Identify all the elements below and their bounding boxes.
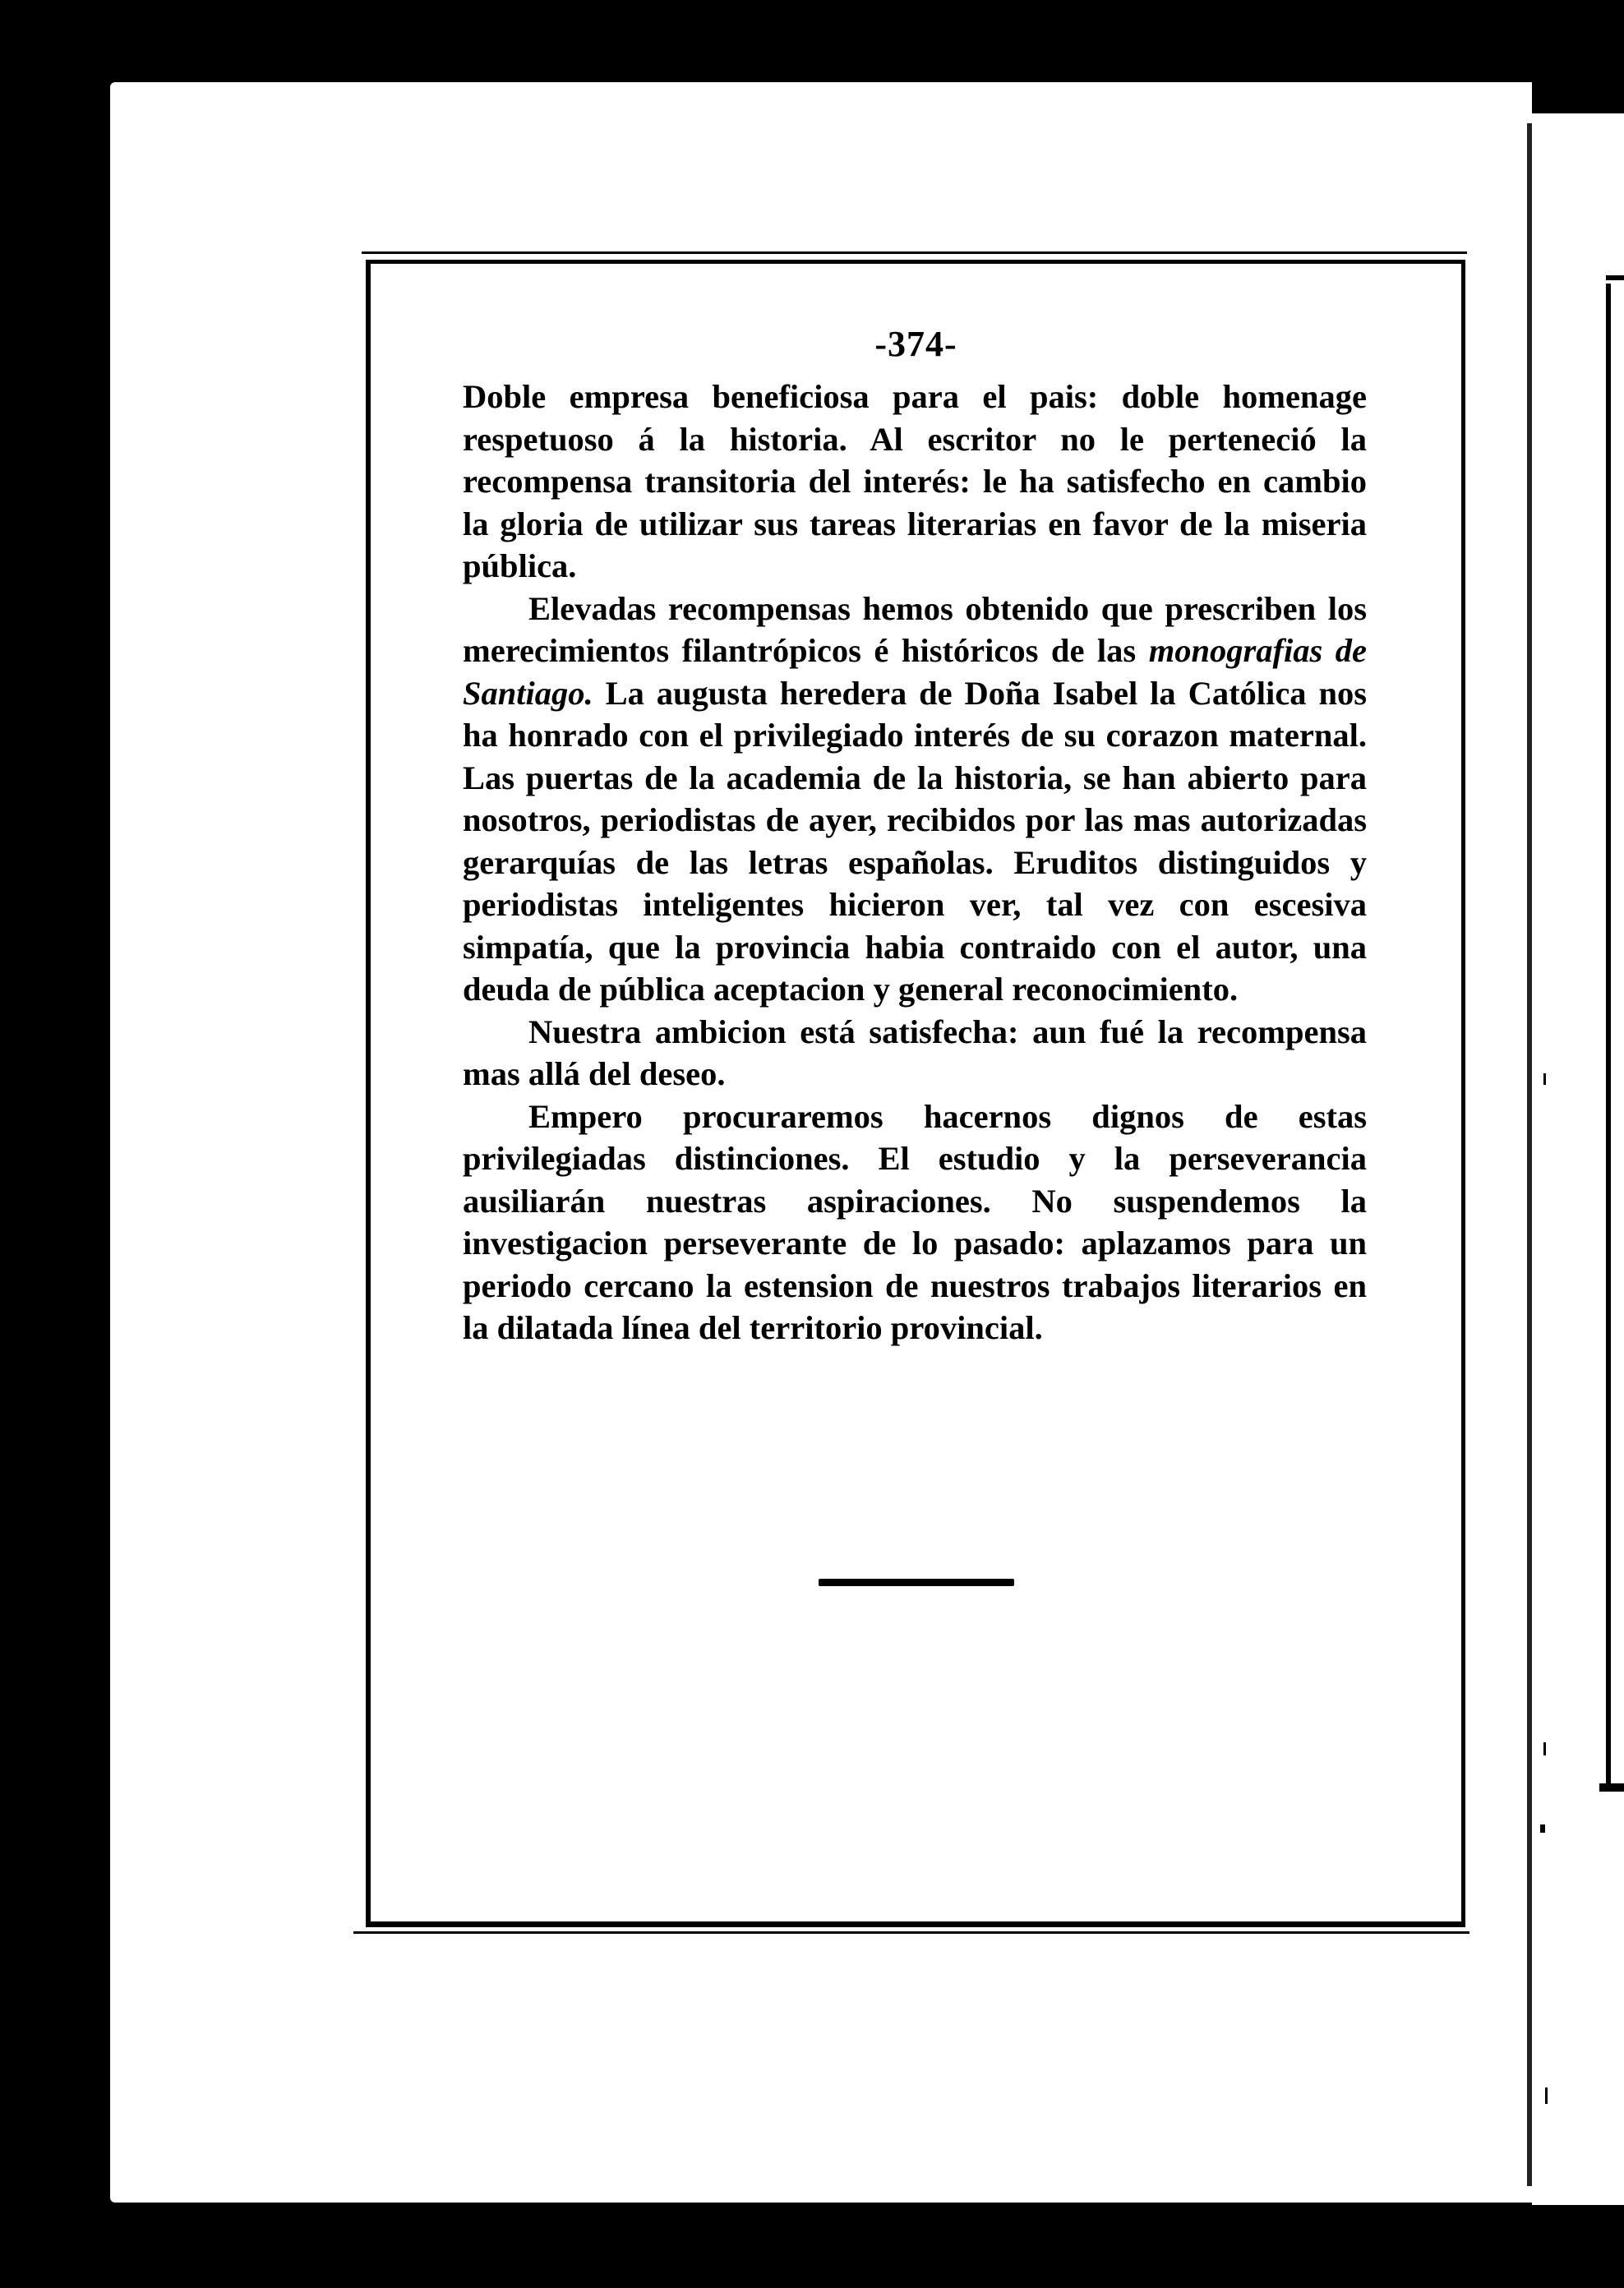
page-number: -374- [874, 324, 957, 364]
paragraph-text: Doble empresa beneficiosa para el pais: doble homenage respetuoso á la historia. Al escritor no le perteneció la recompensa transitoria del interés: le ha satisfecho en cambio la gloria de utilizar sus tareas literarias en favor de la miseria pública. [463, 378, 1367, 584]
end-ornament-rule [819, 1579, 1014, 1586]
margin-speck [1545, 2087, 1548, 2104]
adjacent-frame-bottom [1599, 1783, 1624, 1792]
adjacent-frame-rule [1606, 284, 1611, 1788]
paragraph-text: Elevadas recompensas hemos obtenido que prescriben los merecimientos filantrópicos é históricos de las [463, 589, 1367, 669]
paragraph [463, 1011, 1367, 1096]
paragraph-text: Nuestra ambicion está satisfecha: aun fué la recompensa mas allá del deseo. [463, 1013, 1367, 1092]
paragraph [463, 376, 1367, 588]
paragraph-text: Empero procuraremos hacernos dignos de estas privilegiadas distinciones. El estudio y la perseverancia ausiliarán nuestras aspiraciones. No suspendemos la investigacion perseverante de lo pasado: aplazamos para un periodo cercano la estension de nuestros trabajos literarios en la dilatada línea del territorio provincial. [463, 1097, 1367, 1346]
margin-speck [1540, 1824, 1545, 1833]
frame-top-rule [362, 251, 1467, 254]
body-text [463, 376, 1367, 1349]
book-page [110, 82, 1532, 2203]
italic-title: monografias de Santiago. [463, 632, 1367, 712]
margin-speck [1543, 1742, 1546, 1755]
paragraph [463, 1096, 1367, 1349]
frame-bottom-rule [353, 1931, 1469, 1934]
page-frame [366, 260, 1465, 1927]
paragraph [463, 588, 1367, 1011]
margin-speck [1543, 1073, 1546, 1085]
paragraph-text: La augusta heredera de Doña Isabel la Católica nos ha honrado con el privilegiado interés de su corazon maternal. Las puertas de la academia de la historia, se han abierto para nosotros, periodistas de ayer, recibidos por las mas autorizadas gerarquías de las letras españolas. Eruditos distinguidos y periodistas inteligentes hicieron ver, tal vez con escesiva simpatía, que la provincia habia contraido con el autor, una deuda de pública aceptacion y general reconocimiento. [463, 674, 1367, 1008]
adjacent-frame-top [1606, 275, 1624, 280]
